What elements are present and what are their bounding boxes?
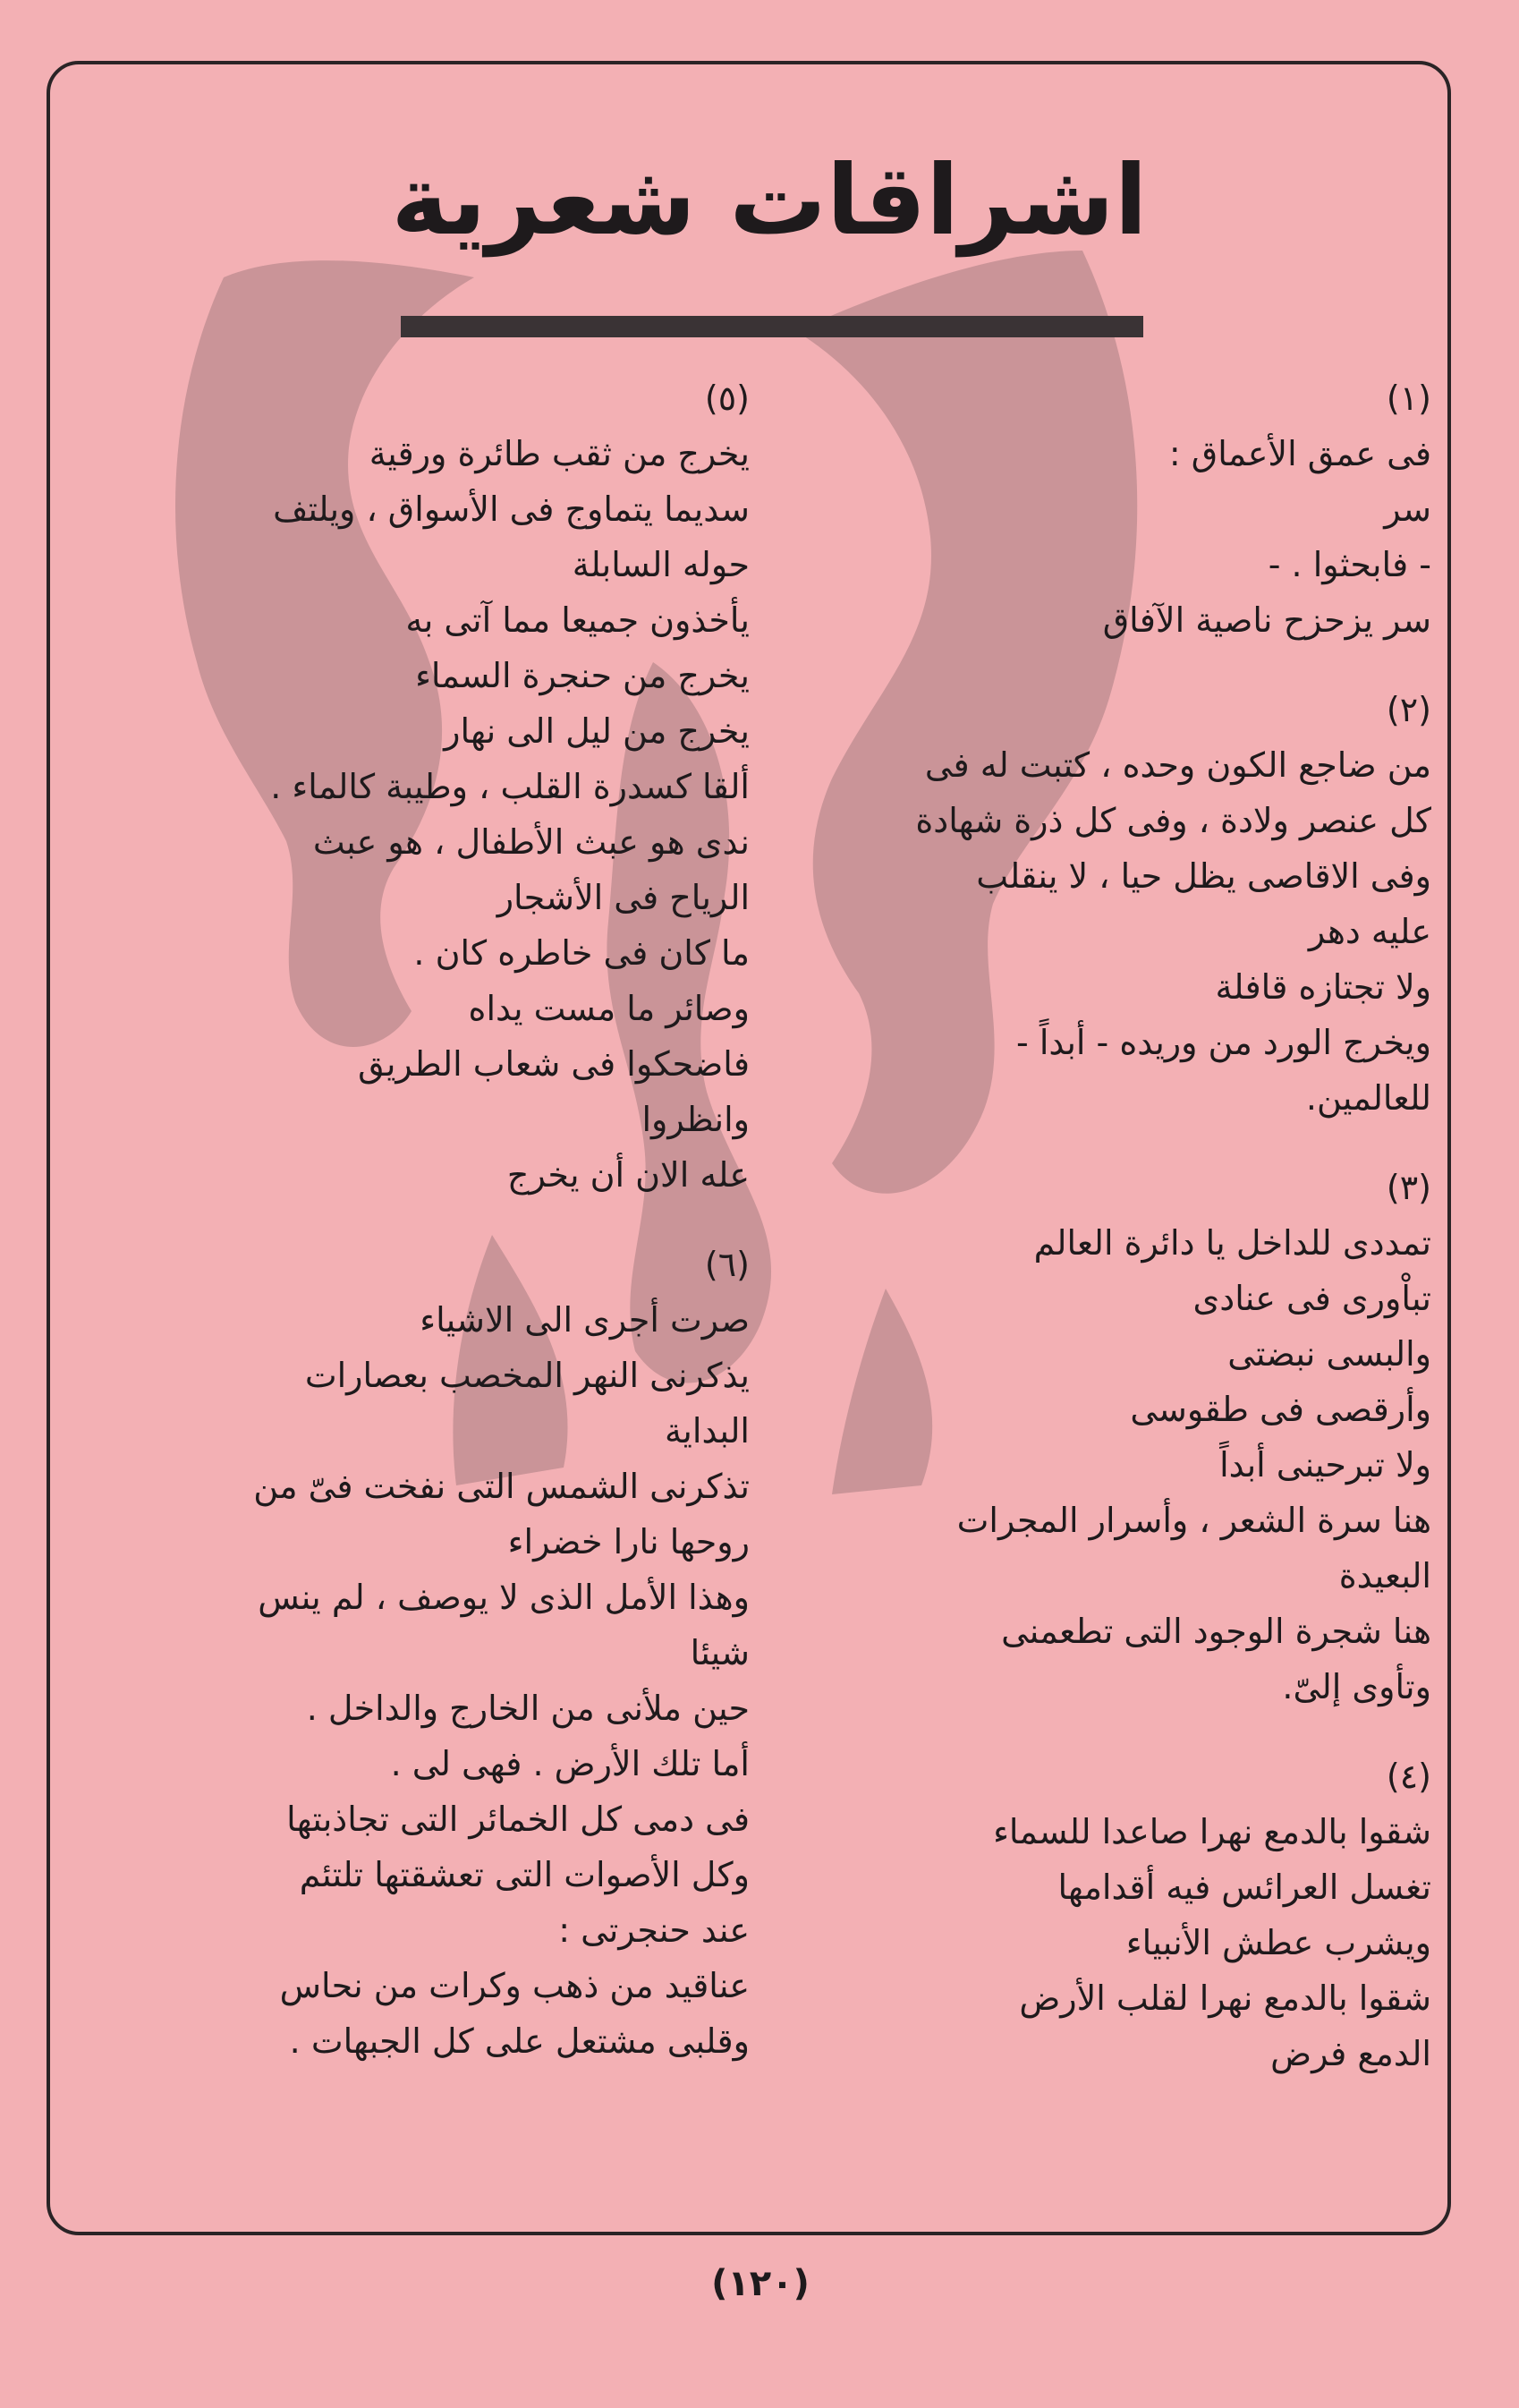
poem-line: والبسى نبضتى [1227,1334,1431,1374]
poem-line: سر يزحزح ناصية الآفاق [1102,600,1431,640]
poem-line: ويشرب عطش الأنبياء [1125,1923,1431,1962]
poem-section-4 [787,1749,1431,2081]
poem-line: ولا تبرحينى أبداً [1219,1445,1431,1485]
poem-line: سر [1384,489,1431,529]
section-number: (٦) [704,1245,750,1284]
poem-line: شيئا [690,1633,750,1672]
poem-line: وانظروا [641,1100,750,1139]
poem-line: تمددى للداخل يا دائرة العالم [1033,1223,1431,1263]
poem-line: يذكرنى النهر المخصب بعصارات [304,1356,750,1395]
poem-line: وهذا الأمل الذى لا يوصف ، لم ينس [258,1578,750,1617]
poem-section-2 [787,682,1431,1126]
poem-line: عليه دهر [1308,912,1431,951]
poem-line: سديما يتماوج فى الأسواق ، ويلتف [273,489,750,529]
poem-line: يخرج من ليل الى نهار [444,711,750,751]
poem-line: يخرج من ثقب طائرة ورقية [369,434,750,473]
poem-line: وأرقصى فى طقوسى [1130,1390,1431,1429]
poem-line: عناقيد من ذهب وكرات من نحاس [279,1966,750,2005]
poem-line: البعيدة [1338,1556,1431,1595]
poem-line: فى عمق الأعماق : [1168,434,1431,473]
poem-line: من ضاجع الكون وحده ، كتبت له فى [924,745,1431,785]
poem-line: روحها نارا خضراء [507,1522,750,1561]
poem-line: وتأوى إلىّ. [1282,1667,1431,1706]
poem-line: كل عنصر ولادة ، وفى كل ذرة شهادة [915,801,1431,840]
right-column [787,370,1431,2115]
poem-line: ندى هو عبث الأطفال ، هو عبث [312,822,750,862]
poem-section-1 [787,370,1431,648]
section-number: (٤) [1386,1757,1431,1796]
poem-line: عند حنجرتى : [558,1910,750,1950]
title-underline-bar [401,316,1143,337]
poem-line: يخرج من حنجرة السماء [415,656,750,695]
poem-line: وقلبى مشتعل على كل الجبهات . [289,2021,750,2061]
poem-line: الرياح فى الأشجار [496,878,750,917]
poem-line: ألقا كسدرة القلب ، وطيبة كالماء . [270,767,750,806]
poem-line: أما تلك الأرض . فهى لى . [390,1744,750,1783]
poem-line: وصائر ما مست يداه [468,989,750,1028]
poem-line: البداية [664,1411,750,1451]
poem-line: ما كان فى خاطره كان . [413,933,750,973]
poem-line: الدمع فرض [1270,2034,1431,2073]
poem-line: شقوا بالدمع نهرا صاعدا للسماء [993,1812,1431,1851]
poem-line: هنا شجرة الوجود التى تطعمنى [1001,1612,1431,1651]
poem-line: للعالمين. [1305,1078,1431,1118]
poem-section-5 [98,370,750,1203]
poem-line: تباْورى فى عنادى [1192,1279,1431,1318]
poem-section-3 [787,1160,1431,1715]
poem-line: صرت أجرى الى الاشياء [420,1300,750,1340]
section-number: (٥) [704,379,750,418]
poem-line: تذكرنى الشمس التى نفخت فىّ من [253,1467,750,1506]
left-column [98,370,750,2103]
poem-line: ولا تجتازه قافلة [1215,967,1431,1007]
section-number: (٣) [1386,1168,1431,1207]
page-title: اشراقات شعرية [391,145,1148,257]
section-number: (٢) [1386,690,1431,729]
section-number: (١) [1386,379,1431,418]
poem-line: حين ملأنى من الخارج والداخل . [306,1689,750,1728]
poem-line: هنا سرة الشعر ، وأسرار المجرات [956,1501,1431,1540]
poem-section-6 [98,1237,750,2069]
page-number: (١٢٠) [711,2263,810,2304]
poem-line: عله الان أن يخرج [506,1155,750,1195]
poem-line: يأخذون جميعا مما آتى به [405,600,750,640]
poem-line: - فابحثوا . - [1268,545,1431,584]
poem-line: حوله السابلة [572,545,750,584]
poem-line: وكل الأصوات التى تعشقتها تلتئم [299,1855,750,1894]
poem-line: ويخرج الورد من وريده - أبداً - [1016,1023,1431,1062]
poem-line: شقوا بالدمع نهرا لقلب الأرض [1019,1978,1431,2018]
poem-line: وفى الاقاصى يظل حيا ، لا ينقلب [976,856,1431,896]
poem-line: فاضحكوا فى شعاب الطريق [358,1044,750,1084]
poem-line: تغسل العرائس فيه أقدامها [1057,1868,1431,1907]
poem-line: فى دمى كل الخمائر التى تجاذبتها [286,1800,750,1839]
